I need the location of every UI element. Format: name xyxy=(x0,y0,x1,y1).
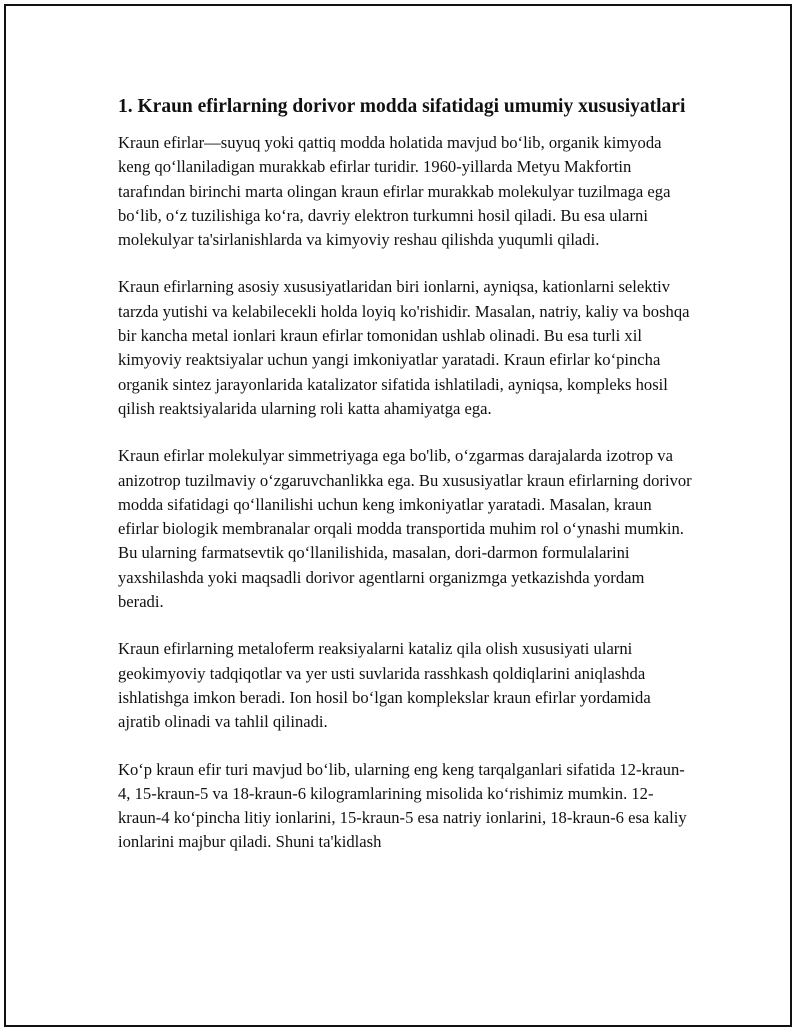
paragraph-ion-selectivity: Kraun efirlarning asosiy xususiyatlaridan biri ionlarni, ayniqsa, kationlarni selektiv tarzda yutishi va kelabilecekli holda loyiq ko'rishidir. Masalan, natriy, kaliy va boshqa bir kancha metal ionlari kraun efirlar tomonidan ushlab olinadi. Bu esa turli xil kimyoviy reaktsiyalar uchun yangi imkoniyatlar yaratadi. Kraun efirlar ko‘pincha organik sintez jarayonlarida katalizator sifatida ishlatiladi, ayniqsa, kompleks hosil qilish reaktsiyalarida ularning roli katta ahamiyatga ega. xyxy=(118,277,690,418)
paragraph-types: Ko‘p kraun efir turi mavjud bo‘lib, ularning eng keng tarqalganlari sifatida 12-kraun-4, 15-kraun-5 va 18-kraun-6 kilogramlarining misolida ko‘rishimiz mumkin. 12-kraun-4 ko‘pincha litiy ionlarini, 15-kraun-5 esa natriy ionlarini, 18-kraun-6 esa kaliy ionlarini majbur qiladi. Shuni ta'kidlash xyxy=(118,759,687,852)
paragraph-symmetry: Kraun efirlar molekulyar simmetriyaga ega bo'lib, o‘zgarmas darajalarda izotrop va anizotrop tuzilmaviy o‘zgaruvchanlikka ega. Bu xususiyatlar kraun efirlarning dorivor modda sifatidagi qo‘llanilishi uchun keng imkoniyatlar yaratadi. Masalan, kraun efirlar biologik membranalar orqali modda transportida muhim rol o‘ynashi mumkin. Bu ularning farmatsevtik qo‘llanilishida, masalan, dori-darmon formulalarini yaxshilashda yoki maqsadli dorivor agentlarni organizmga yetkazishda yordam beradi. xyxy=(118,446,692,612)
document-body xyxy=(118,93,693,878)
paragraph-geochemistry: Kraun efirlarning metaloferm reaksiyalarni kataliz qila olish xususiyati ularni geokimyoviy tadqiqotlar va yer usti suvlarida rasshkash qoldiqlarini aniqlashda ishlatishga imkon beradi. Ion hosil bo‘lgan komplekslar kraun efirlar yordamida ajratib olinadi va tahlil qilinadi. xyxy=(118,639,651,732)
paragraph-intro: Kraun efirlar—suyuq yoki qattiq modda holatida mavjud bo‘lib, organik kimyoda keng qo‘llaniladigan murakkab efirlar turidir. 1960-yillarda Metyu Makfortin tarafından birinchi marta olingan kraun efirlar murakkab molekulyar tuzilmaga ega bo‘lib, o‘z tuzilishiga ko‘ra, davriy elektron turkumni hosil qiladi. Bu esa ularni molekulyar ta'sirlanishlarda va kimyoviy reshau qilishda yuqumli qiladi. xyxy=(118,133,671,250)
section-heading: 1. Kraun efirlarning dorivor modda sifatidagi umumiy xususiyatlari xyxy=(118,96,686,117)
